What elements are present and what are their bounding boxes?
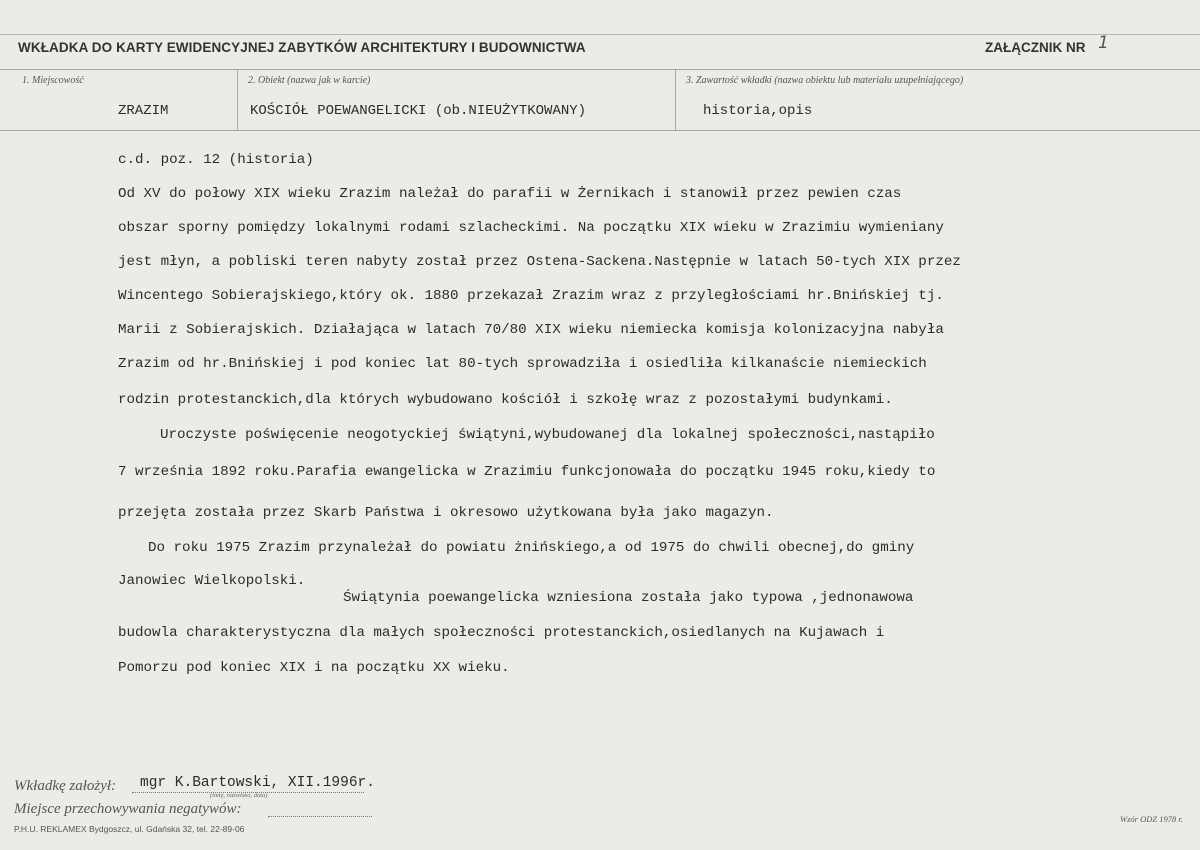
annex-number: 1 [1098,33,1109,53]
locality-label: 1. Miejscowość [22,75,84,86]
text-line: Od XV do połowy XIX wieku Zrazim należał do parafii w Żernikach i stanowił przez pewien czas [118,186,902,202]
object-label: 2. Obiekt (nazwa jak w karcie) [248,75,371,86]
text-line: Marii z Sobierajskich. Działająca w latach 70/80 XIX wieku niemiecka komisja kolonizacyjna nabyła [118,322,944,338]
text-line: Janowiec Wielkopolski. [118,573,306,589]
content-field [675,70,1200,130]
text-line: 7 września 1892 roku.Parafia ewangelicka w Zrazimiu funkcjonowała do początku 1945 roku,kiedy to [118,464,936,480]
negatives-dotted-line [268,816,372,817]
text-line: przejęta została przez Skarb Państwa i okresowo użytkowana była jako magazyn. [118,505,774,521]
object-field [237,70,675,130]
created-by-value: mgr K.Bartowski, XII.1996r. [140,775,375,791]
text-line: Uroczyste poświęcenie neogotyckiej świątyni,wybudowanej dla lokalnej społeczności,nastąpiło [160,427,935,443]
text-line: Zrazim od hr.Bnińskiej i pod koniec lat 80-tych sprowadziła i osiedliła kilkanaście niemieckich [118,356,927,372]
printer-imprint: P.H.U. REKLAMEX Bydgoszcz, ul. Gdańska 32, tel. 22-89-06 [14,824,245,834]
object-value: KOŚCIÓŁ POEWANGELICKI (ob.NIEUŻYTKOWANY) [250,103,587,119]
content-value: historia,opis [703,103,813,119]
negatives-label: Miejsce przechowywania negatywów: [14,801,242,817]
text-line: c.d. poz. 12 (historia) [118,152,314,168]
header-divider [0,34,1200,35]
annex-label: ZAŁĄCZNIK NR [985,40,1086,55]
content-label: 3. Zawartość wkładki (nazwa obiektu lub materiału uzupełniającego) [686,75,964,86]
text-line: Wincentego Sobierajskiego,który ok. 1880 przekazał Zrazim wraz z przyległościami hr.Bnińskiej tj. [118,288,944,304]
locality-value: ZRAZIM [118,103,169,119]
form-title: WKŁADKA DO KARTY EWIDENCYJNEJ ZABYTKÓW ARCHITEKTURY I BUDOWNICTWA [18,40,586,55]
text-line: Świątynia poewangelicka wzniesiona została jako typowa ,jednonawowa [343,590,914,606]
text-line: rodzin protestanckich,dla których wybudowano kościół i szkołę wraz z pozostałymi budynkami. [118,392,893,408]
text-line: Do roku 1975 Zrazim przynależał do powiatu żnińskiego,a od 1975 do chwili obecnej,do gminy [148,540,915,556]
text-line: budowla charakterystyczna dla małych społeczności protestanckich,osiedlanych na Kujawach i [118,625,885,641]
locality-field [0,70,237,130]
text-line: obszar sporny pomiędzy lokalnymi rodami szlacheckimi. Na początku XIX wieku w Zrazimiu wymieniany [118,220,944,236]
header-fields [0,69,1200,131]
created-by-label: Wkładkę założył: [14,778,117,794]
form-code: Wzór ODZ 1978 r. [1120,814,1183,824]
text-line: Pomorzu pod koniec XIX i na początku XX wieku. [118,660,510,676]
text-line: jest młyn, a pobliski teren nabyty został przez Ostena-Sackena.Następnie w latach 50-tych XIX przez [118,254,961,270]
created-by-note: (imię, nazwisko, data) [210,792,268,799]
